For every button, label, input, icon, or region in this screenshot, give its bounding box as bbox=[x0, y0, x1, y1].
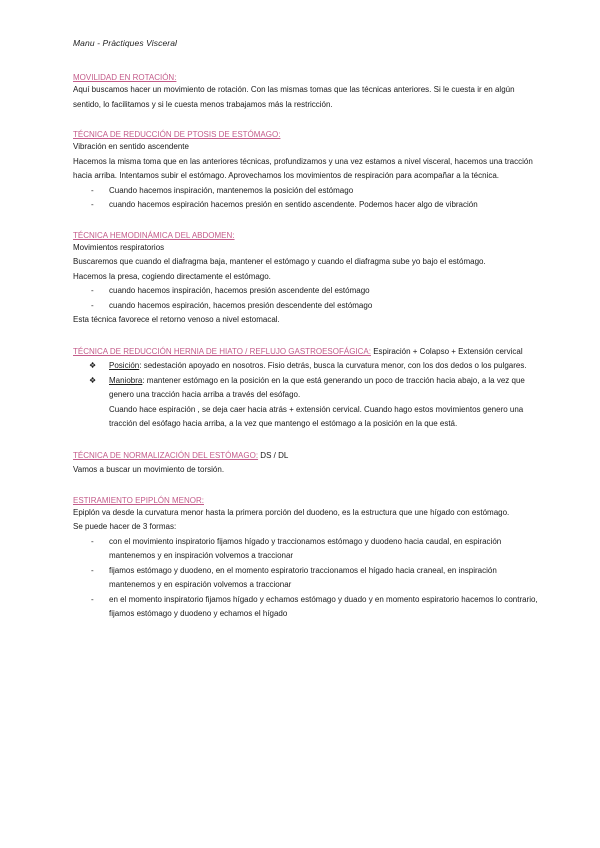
dash-list bbox=[73, 184, 544, 213]
section-title: ESTIRAMIENTO EPIPLÓN MENOR: bbox=[73, 495, 204, 505]
section-movilidad-rotacion bbox=[73, 72, 544, 112]
section-hernia-hiato bbox=[73, 345, 544, 432]
maniobra-text-2: Cuando hace espiración , se deja caer hacia atrás + extensión cervical. Cuando hago estos movimientos genero una tracción del esófago hacia arriba, a la vez que mantengo el estómago a la posición en la que está. bbox=[109, 404, 524, 428]
diamond-bullet-icon: ❖ bbox=[89, 375, 97, 385]
list-item: - fijamos estómago y duodeno, en el momento espiratorio traccionamos el hígado hacia craneal, en inspiración mantenemos y en espiración volvemos a traccionar bbox=[87, 564, 544, 593]
posicion-text: : sedestación apoyado en nosotros. Fisio detrás, busca la curvatura menor, con los dos dedos o los pulgares. bbox=[139, 361, 527, 370]
list-item: - Cuando hacemos inspiración, mantenemos la posición del estómago bbox=[87, 184, 544, 199]
paragraph: Buscaremos que cuando el diafragma baja, mantener el estómago y cuando el diafragma sube yo bajo el estómago. bbox=[73, 257, 486, 266]
list-item: - cuando hacemos espiración, hacemos presión descendente del estómago bbox=[87, 299, 544, 314]
page-header: Manu - Pràctiques Visceral bbox=[73, 38, 178, 48]
section-hemodinamica bbox=[73, 230, 544, 328]
section-ptosis-estomago bbox=[73, 129, 544, 213]
maniobra-text: : mantener estómago en la posición en la que está generando un poco de tracción hacia abajo, a la vez que genero una tracción hacia arriba a través del esófago. bbox=[109, 375, 525, 399]
list-item: - con el movimiento inspiratorio fijamos hígado y traccionamos estómago y duodeno hacia caudal, en espiración mantenemos y en inspiración volvemos a traccionar bbox=[87, 535, 544, 564]
paragraph: Hacemos la presa, cogiendo directamente el estómago. bbox=[73, 271, 271, 281]
section-title: TÉCNICA DE NORMALIZACIÓN DEL ESTÓMAGO: bbox=[73, 450, 259, 460]
dash-list bbox=[73, 284, 544, 313]
section-title-tail: Espiración + Colapso + Extensión cervical bbox=[370, 346, 523, 356]
paragraph: Esta técnica favorece el retorno venoso a nivel estomacal. bbox=[73, 315, 280, 324]
subtitle: Movimientos respiratorios bbox=[73, 242, 165, 252]
paragraph: Epiplón va desde la curvatura menor hasta la primera porción del duodeno, es la estructura que une hígado con estómago. bbox=[73, 507, 510, 517]
posicion-label: Posición bbox=[109, 361, 140, 370]
list-item: - cuando hacemos inspiración, hacemos presión ascendente del estómago bbox=[87, 284, 544, 299]
list-item-posicion bbox=[87, 359, 544, 374]
section-title-line bbox=[73, 449, 544, 464]
subtitle: Vibración en sentido ascendente bbox=[73, 142, 189, 151]
section-title: TÉCNICA DE REDUCCIÓN DE PTOSIS DE ESTÓMAGO: bbox=[73, 130, 281, 139]
section-title: TÉCNICA DE REDUCCIÓN HERNIA DE HIATO / REFLUJO GASTROESOFÁGICA: bbox=[73, 346, 371, 356]
paragraph: Hacemos la misma toma que en las anteriores técnicas, profundizamos y una vez estamos a nivel visceral, hacemos una tracción hacia arriba. Intentamos subir el estómago. Aprovechamos los movimientos de respiración para acompañar a la técnica. bbox=[73, 156, 533, 180]
section-title-line bbox=[73, 345, 544, 360]
section-normalizacion bbox=[73, 449, 544, 478]
maniobra-label: Maniobra bbox=[109, 375, 143, 385]
list-item-maniobra bbox=[87, 374, 544, 432]
diamond-list bbox=[73, 359, 544, 432]
paragraph: Vamos a buscar un movimiento de torsión. bbox=[73, 465, 225, 474]
section-title: TÉCNICA HEMODINÁMICA DEL ABDOMEN: bbox=[73, 230, 235, 240]
section-title-tail: DS / DL bbox=[258, 450, 289, 460]
diamond-bullet-icon: ❖ bbox=[89, 361, 97, 370]
section-epiplon bbox=[73, 495, 544, 622]
dash-list bbox=[73, 535, 544, 622]
paragraph: Aquí buscamos hacer un movimiento de rotación. Con las mismas tomas que las técnicas anteriores. Si le cuesta ir en algún sentido, lo facilitamos y si le cuesta menos trabajamos más la restricción. bbox=[73, 85, 515, 109]
paragraph: Se puede hacer de 3 formas: bbox=[73, 522, 177, 531]
section-title: MOVILIDAD EN ROTACIÓN: bbox=[73, 73, 177, 82]
list-item: - en el momento inspiratorio fijamos hígado y echamos estómago y duado y en momento espiratorio hacemos lo contrario, fijamos estómago y duodeno y echamos el hígado bbox=[87, 593, 544, 622]
list-item: - cuando hacemos espiración hacemos presión en sentido ascendente. Podemos hacer algo de vibración bbox=[87, 198, 544, 213]
